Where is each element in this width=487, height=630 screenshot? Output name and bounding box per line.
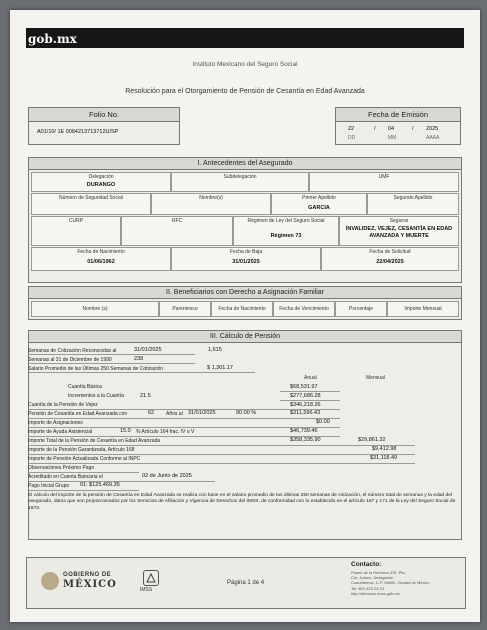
semanas-date: 31/01/2025 (134, 347, 162, 353)
emision-year: 2025 (426, 126, 439, 132)
folio-value-box (28, 121, 180, 145)
folio-number: A01/10/ 1E 0084213713712U/SP (37, 129, 119, 135)
col-importe-mensual (387, 301, 459, 317)
asignaciones-value: $0.00 (316, 419, 330, 425)
col-fecha-nacimiento-label: Fecha de Nacimiento (218, 306, 266, 312)
nss-cell (31, 193, 151, 215)
emision-month: 04 (388, 126, 395, 132)
solicitud-label: Fecha de Solicitud (369, 249, 411, 255)
nacimiento-value: 01/06/1962 (87, 259, 115, 265)
segundo-apellido-label: Segundo Apellido (393, 195, 433, 201)
inpc-value: $31,118.49 (370, 455, 398, 461)
col-porcentaje (335, 301, 387, 317)
acreditado-value: 02 de Junio de 2025 (142, 473, 192, 479)
gobmx-logo: gob.mx (28, 32, 77, 46)
vejez-value: $346,218.26 (290, 402, 321, 408)
escudo-icon (41, 572, 59, 590)
curp-cell (31, 216, 121, 246)
col-fecha-vencimiento-label: Fecha de Vencimiento (279, 306, 329, 312)
gobierno-label: GOBIERNO DE (63, 572, 112, 578)
emision-label: Fecha de Emisión (367, 110, 429, 119)
incrementos-value: $277,686.28 (290, 393, 321, 399)
section-beneficiarios (28, 286, 462, 320)
section-i-title: I. Antecedentes del Asegurado (197, 160, 293, 167)
contacto-label: Contacto: (351, 561, 382, 568)
primer-apellido-cell (271, 193, 367, 215)
institution-name: Instituto Mexicano del Seguro Social (192, 61, 298, 68)
sem1990-label: Semanas al 31 de Diciembre de 1990 (28, 357, 112, 363)
col-importe-mensual-label: Importe Mensual (404, 306, 442, 312)
primer-apellido-value: GARCIA (308, 205, 330, 211)
semanas-value: 1,615 (208, 347, 222, 353)
pago-value: 01: $125,469.35 (80, 482, 120, 488)
seguros-value: INVALIDEZ, VEJEZ, CESANTÍA EN EDAD AVANZADA Y MUERTE (345, 226, 453, 239)
garantizada-value: $9,412.98 (372, 446, 397, 452)
sem1990-value: 238 (134, 356, 144, 362)
regimen-label: Régimen de Ley del Seguro Social (247, 218, 325, 224)
ayuda-pct: 15.0 (120, 428, 131, 434)
baja-value: 31/01/2025 (232, 259, 260, 265)
mensual-label: Mensual (366, 375, 385, 381)
cuantia-basica-label: Cuantía Básica (68, 384, 102, 390)
anual-label: Anual (304, 375, 317, 381)
garantizada-label: Importe de la Pensión Garantizada, Artículo 168 (28, 447, 135, 453)
emision-mm: MM (388, 135, 397, 141)
cesantia-pct: 90.00 % (236, 410, 257, 416)
salario-value: $ 1,301.17 (207, 365, 233, 371)
ayuda-value: $46,739.46 (290, 428, 318, 434)
cesantia-value: $311,596.43 (290, 410, 321, 416)
emision-day: 22 (348, 126, 355, 132)
ayuda-label: Importe de Ayuda Asistencial (28, 429, 93, 435)
contact-line: Paseo de la Reforma 476, Pta. (351, 570, 406, 575)
rfc-cell (121, 216, 233, 246)
resolution-title: Resolución para el Otorgamiento de Pensión de Cesantía en Edad Avanzada (125, 88, 365, 95)
section-iii-title: III. Cálculo de Pensión (209, 333, 281, 340)
incrementos-label: Incrementos a la Cuantía (68, 393, 124, 399)
gobmx-header-bar (26, 28, 464, 48)
subdelegacion-label: Subdelegación (223, 174, 257, 180)
col-porcentaje-label: Porcentaje (349, 306, 373, 312)
nacimiento-cell (31, 247, 171, 271)
cuantia-basica-value: $68,531.97 (290, 384, 318, 390)
section-i-header (29, 158, 461, 170)
solicitud-cell (321, 247, 459, 271)
acreditado-label: Acreditado en Cuenta Bancaria el (28, 474, 103, 480)
page-number: Página 1 de 4 (227, 580, 265, 586)
imss-label: IMSS (140, 587, 153, 593)
delegacion-cell (31, 172, 171, 192)
vejez-label: Cuantía de la Pensión de Vejez (28, 402, 98, 408)
delegacion-value: DURANGO (86, 182, 116, 188)
section-ii-title: II. Beneficiarios con Derecho a Asignación Familiar (166, 289, 324, 296)
section-iii-header (29, 331, 461, 343)
pago-label: Pago Inicial Grupo (28, 483, 70, 489)
subdelegacion-cell (171, 172, 309, 192)
emision-aaaa: AAAA (426, 135, 440, 141)
regimen-cell (233, 216, 339, 246)
page-footer (26, 557, 466, 609)
nombre-cell (151, 193, 271, 215)
total-anual: $358,335.90 (290, 437, 321, 443)
emision-date-box (335, 121, 461, 145)
col-parentesco-label: Parentesco (172, 306, 198, 312)
cesantia-edad: 62 (148, 410, 155, 416)
section-antecedentes (28, 157, 462, 283)
nacimiento-label: Fecha de Nacimiento (77, 249, 125, 255)
col-nombre (31, 301, 159, 317)
semanas-label: Semanas de Cotización Reconocidas al (28, 348, 117, 354)
rfc-label: RFC (171, 218, 183, 224)
calculo-note: El cálculo del importe de la pensión de Cesantía en Edad Avanzada se realiza con base en el salario promedio de las últimas 250 semanas de cotización, el número total de semanas y la edad del asegurado, datos que son proporcionados por los Servicios de Afiliación y Vigencia de Derechos del IMSS, de conformidad con lo establecido en el artículo 167 y 171 de la Ley del Seguro Social de 1973. (28, 493, 456, 511)
umf-label: UMF (378, 174, 390, 180)
asignaciones-label: Importe de Asignaciones (28, 420, 83, 426)
total-mensual: $29,861.32 (358, 437, 386, 443)
imss-logo-icon (143, 570, 159, 586)
nss-label: Número de Seguridad Social (59, 195, 123, 201)
total-label: Importe Total de la Pensión de Cesantía en Edad Avanzada (28, 438, 161, 444)
emision-label-box (335, 107, 461, 122)
nombre-label: Nombre(s) (199, 195, 223, 201)
seguros-cell (339, 216, 459, 246)
contact-line: Col. Juárez, Delegación (351, 575, 394, 581)
cesantia-label: Pensión de Cesantía en Edad Avanzada con (28, 411, 128, 417)
ayuda-articulo: % Artículo 164 frac. IV o V (136, 429, 195, 435)
contact-lines (351, 570, 430, 596)
col-parentesco (159, 301, 211, 317)
emision-sep-1: / (374, 126, 376, 132)
col-fecha-vencimiento (273, 301, 335, 317)
contact-line: http://atencion.imss.gob.mx (351, 590, 400, 596)
solicitud-value: 22/04/2025 (376, 259, 404, 265)
contact-line: Tel. 800 623 23 23 (351, 585, 384, 591)
contact-line: Cuauhtémoc, C.P. 06600, Ciudad de México (351, 580, 430, 586)
seguros-label: Seguros (389, 218, 409, 224)
primer-apellido-label: Primer Apellido (302, 195, 336, 201)
document-page (10, 10, 480, 622)
folio-label-box (28, 107, 180, 122)
observaciones-label: Observaciones Próximo Pago (28, 465, 95, 471)
col-nombre-label: Nombre (s) (82, 306, 108, 312)
folio-label: Folio No. (88, 110, 119, 119)
baja-cell (171, 247, 321, 271)
salario-label: Salario Promedio de las Últimas 250 Semanas de Cotización (28, 366, 164, 372)
section-ii-header (29, 287, 461, 299)
segundo-apellido-cell (367, 193, 459, 215)
cesantia-anios-label: Años al (166, 411, 183, 417)
cesantia-date: 31/01/2025 (188, 410, 216, 416)
regimen-value: Régimen 73 (270, 233, 302, 239)
col-fecha-nacimiento (211, 301, 273, 317)
emision-dd: DD (348, 135, 356, 141)
mexico-label: MÉXICO (63, 579, 117, 590)
inpc-label: Importe de Pensión Actualizada Conforme al INPC (28, 456, 141, 462)
baja-label: Fecha de Baja (229, 249, 263, 255)
curp-label: CURP (68, 218, 84, 224)
emision-sep-2: / (412, 126, 414, 132)
umf-cell (309, 172, 459, 192)
incrementos-pct: 21.5 (140, 393, 151, 399)
delegacion-label: Delegación (88, 174, 114, 180)
